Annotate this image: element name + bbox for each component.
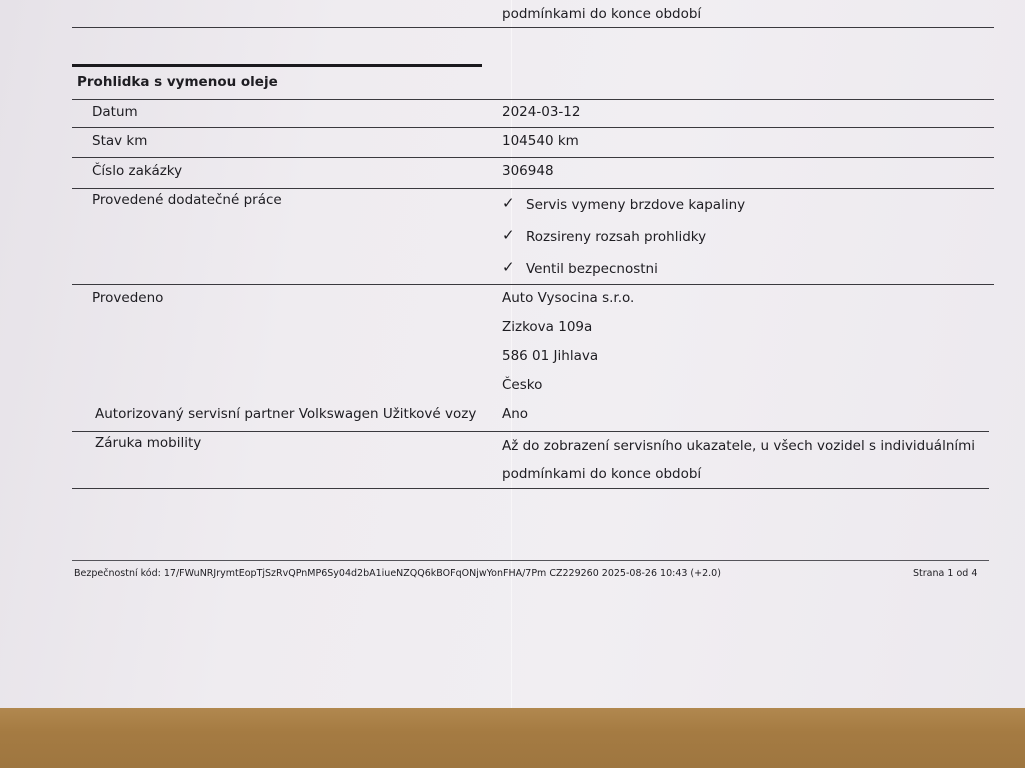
provedeno-label: Provedeno [92, 290, 164, 306]
divider [72, 27, 994, 28]
top-continuation-text: podmínkami do konce období [502, 6, 702, 22]
security-code: 17/FWuNRJrymtEopTjSzRvQPnMP6Sy04d2bA1iueNZQQ6kBOFqONjwYonFHA/7Pm [163, 568, 547, 579]
footer-divider [72, 560, 989, 561]
page-indicator [913, 568, 977, 580]
document-id: CZ229260 [549, 568, 599, 579]
cislo-zakazky-value: 306948 [502, 163, 554, 179]
divider [72, 127, 994, 128]
prace-item: Servis vymeny brzdove kapaliny [526, 197, 746, 213]
divider [72, 431, 989, 432]
datum-label: Datum [92, 104, 138, 120]
section-rule [72, 64, 482, 67]
security-label: Bezpečnostní kód: [74, 568, 161, 579]
provedeno-line: Auto Vysocina s.r.o. [502, 290, 635, 306]
prace-label: Provedené dodatečné práce [92, 192, 282, 208]
page-of: od [956, 568, 969, 579]
divider [72, 188, 994, 189]
partner-label: Autorizovaný servisní partner Volkswagen Užitkové vozy [95, 406, 477, 422]
cislo-zakazky-label: Číslo zakázky [92, 163, 183, 179]
divider [72, 157, 994, 158]
page-current: 1 [947, 568, 954, 579]
zaruka-line: podmínkami do konce období [502, 466, 702, 482]
provedeno-line: 586 01 Jihlava [502, 348, 599, 364]
checkmark-icon: ✓ [502, 194, 515, 212]
partner-value: Ano [502, 406, 529, 422]
prace-item: Ventil bezpecnostni [526, 261, 658, 277]
divider [72, 99, 994, 100]
section-title: Prohlidka s vymenou oleje [77, 74, 278, 90]
checkmark-icon: ✓ [502, 258, 515, 276]
datum-value: 2024-03-12 [502, 104, 581, 120]
page-total: 4 [971, 568, 978, 579]
stav-km-value: 104540 km [502, 133, 579, 149]
timestamp: 2025-08-26 10:43 (+2.0) [601, 568, 721, 579]
divider [72, 488, 989, 489]
divider [72, 284, 994, 285]
zaruka-label: Záruka mobility [95, 435, 202, 451]
page-label: Strana [913, 568, 945, 579]
prace-item: Rozsireny rozsah prohlidky [526, 229, 707, 245]
provedeno-line: Česko [502, 377, 543, 393]
footer-security [74, 568, 721, 580]
zaruka-line: Až do zobrazení servisního ukazatele, u všech vozidel s individuálními [502, 438, 976, 454]
provedeno-line: Zizkova 109a [502, 319, 593, 335]
checkmark-icon: ✓ [502, 226, 515, 244]
wooden-table [0, 708, 1025, 768]
stav-km-label: Stav km [92, 133, 148, 149]
